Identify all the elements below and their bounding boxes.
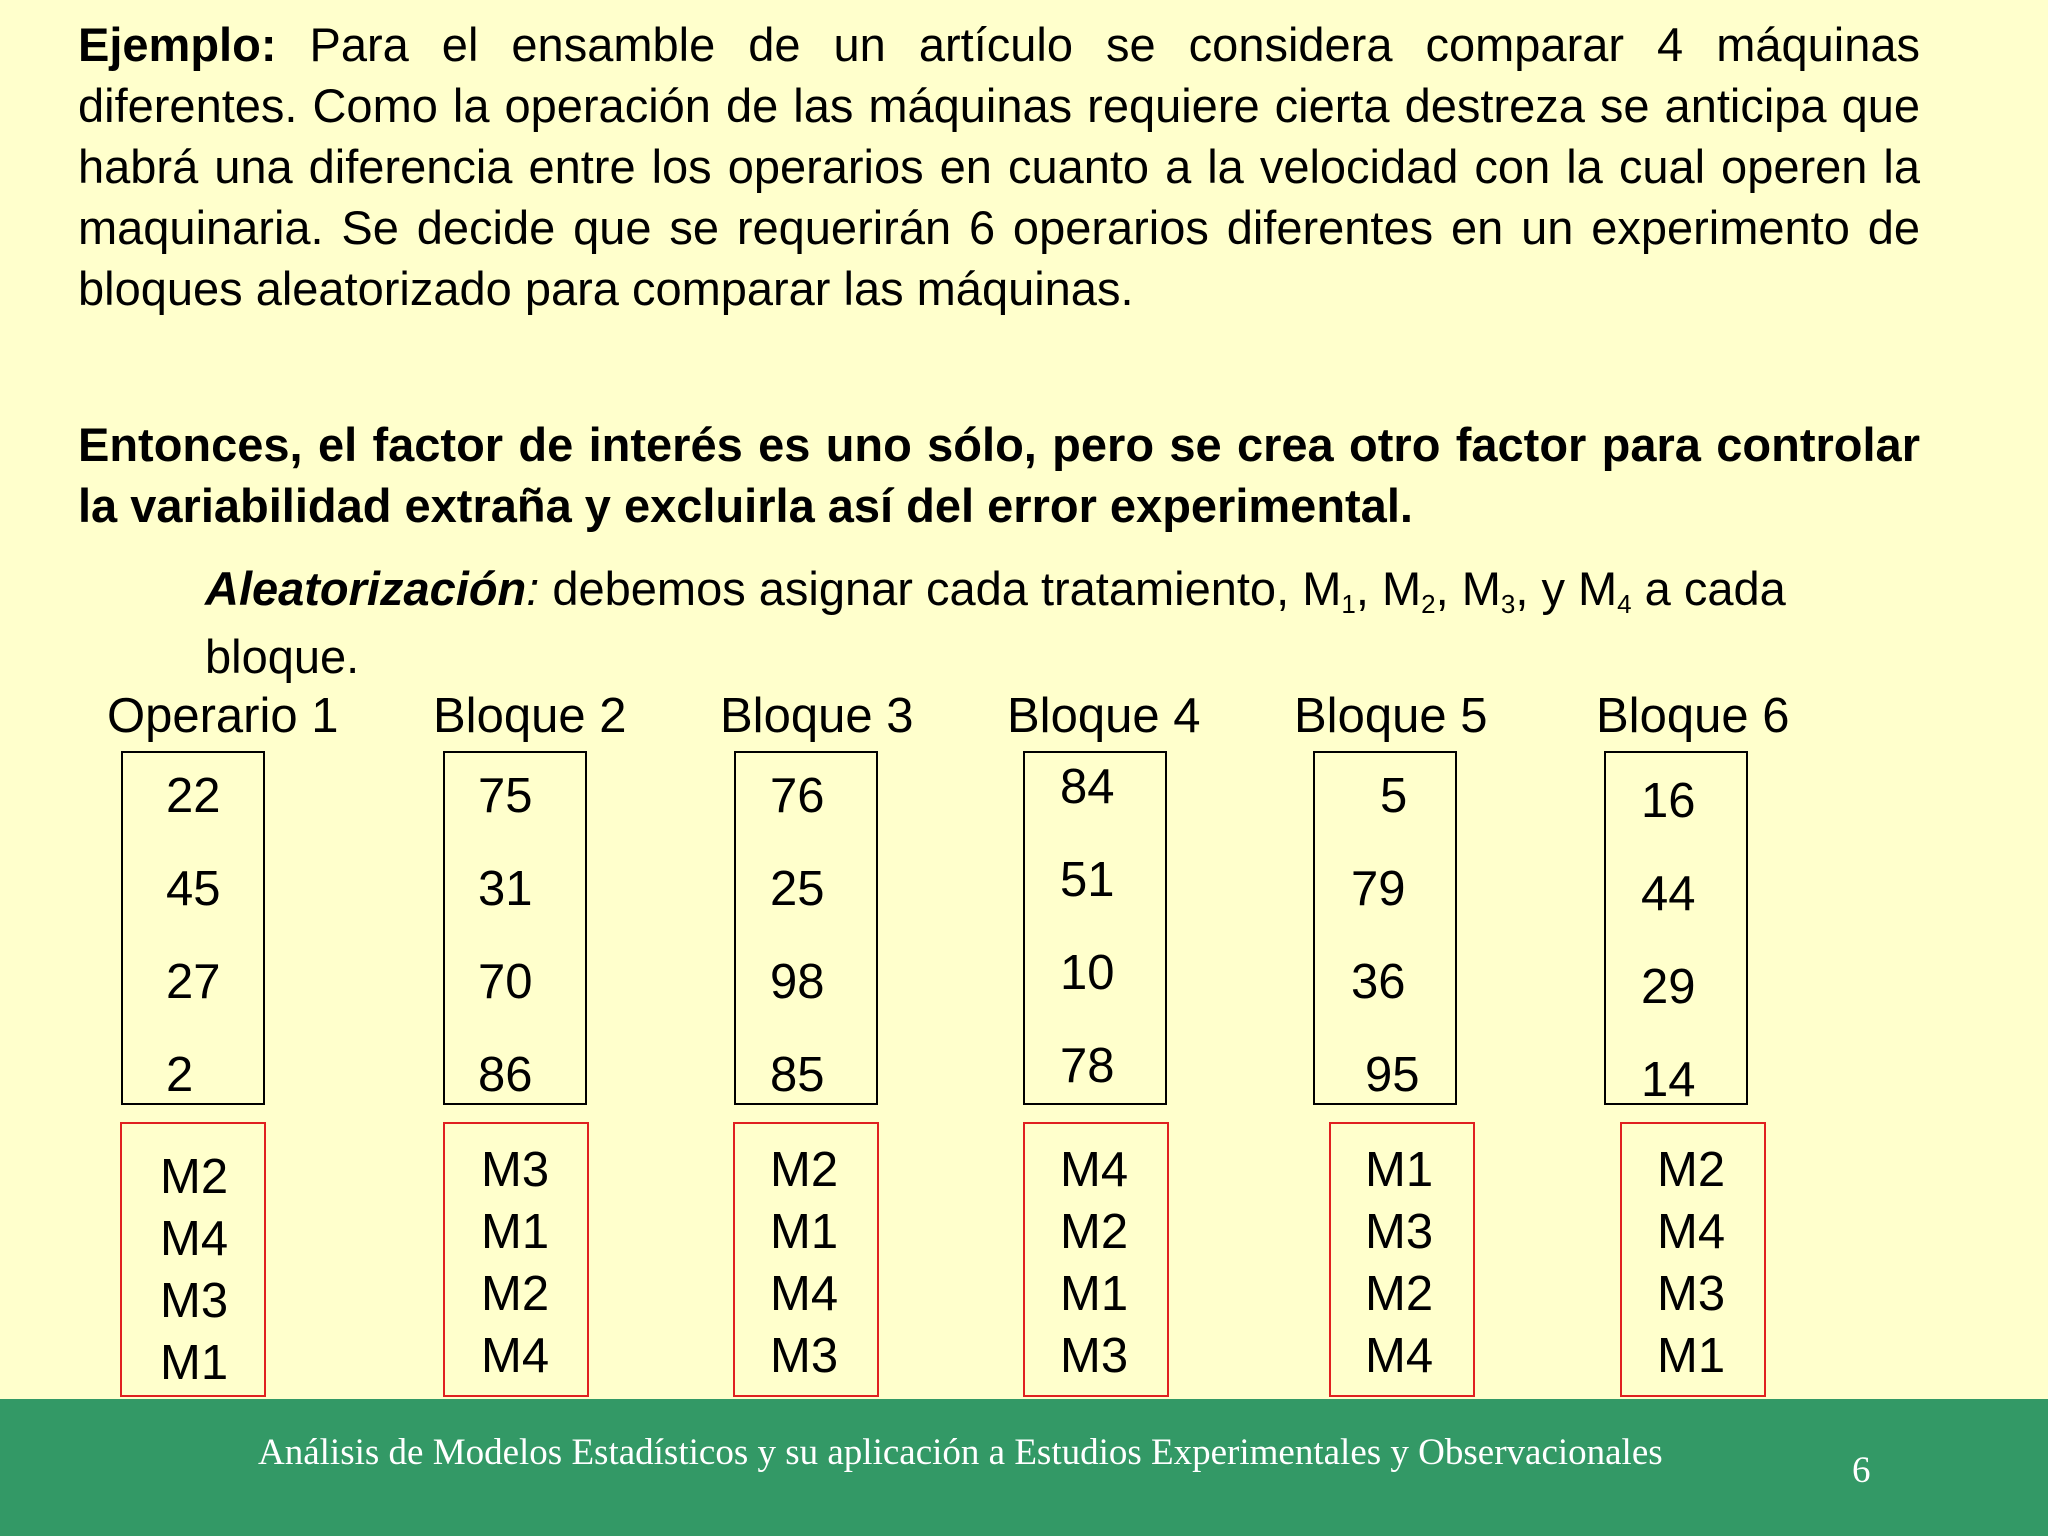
block-header: Bloque 3	[720, 689, 914, 743]
random-number: 25	[770, 862, 825, 916]
machine-label: M3	[1060, 1329, 1129, 1383]
machine-assignment-box	[1023, 1122, 1169, 1397]
randomization-text-end: a cada bloque.	[205, 562, 1786, 683]
machine-label: M1	[1060, 1267, 1129, 1321]
machine-label: M3	[1657, 1267, 1726, 1321]
treatment-m1-letter: M	[1302, 562, 1342, 615]
randomization-text: debemos asignar cada tratamiento,	[539, 562, 1303, 615]
random-number: 84	[1060, 760, 1115, 814]
block-header: Operario 1	[107, 689, 339, 743]
machine-label: M2	[770, 1143, 839, 1197]
machine-label: M1	[770, 1205, 839, 1259]
random-number-box	[121, 751, 265, 1105]
random-number: 31	[478, 862, 533, 916]
treatment-m4-sub: 4	[1617, 589, 1632, 619]
machine-label: M4	[481, 1329, 550, 1383]
machine-label: M2	[1060, 1205, 1129, 1259]
footer-bar	[0, 1399, 2048, 1536]
machine-label: M2	[160, 1150, 229, 1204]
random-number: 70	[478, 955, 533, 1009]
treatment-m2-letter: , M	[1355, 562, 1422, 615]
machine-label: M3	[160, 1274, 229, 1328]
random-number: 85	[770, 1048, 825, 1102]
machine-label: M4	[1060, 1143, 1129, 1197]
random-number-box	[1313, 751, 1457, 1105]
treatment-m1-sub: 1	[1341, 589, 1356, 619]
random-number: 95	[1365, 1048, 1420, 1102]
machine-label: M4	[1657, 1205, 1726, 1259]
machine-label: M2	[1657, 1143, 1726, 1197]
treatment-m4-letter: , y M	[1515, 562, 1618, 615]
machine-assignment-box	[1620, 1122, 1766, 1397]
machine-label: M1	[481, 1205, 550, 1259]
machine-label: M1	[1657, 1329, 1726, 1383]
treatment-m3-sub: 3	[1500, 589, 1516, 619]
machine-assignment-box	[733, 1122, 879, 1397]
random-number-box	[1604, 751, 1748, 1105]
random-number: 45	[166, 862, 221, 916]
intro-label: Ejemplo:	[78, 18, 277, 71]
machine-label: M4	[160, 1212, 229, 1266]
random-number: 10	[1060, 946, 1115, 1000]
random-number: 51	[1060, 853, 1115, 907]
block-header: Bloque 2	[433, 689, 627, 743]
block-header: Bloque 5	[1294, 689, 1488, 743]
randomization-label: Aleatorización	[205, 562, 527, 615]
machine-assignment-box	[443, 1122, 589, 1397]
page-number: 6	[1852, 1450, 1871, 1491]
random-number-box	[734, 751, 878, 1105]
intro-paragraph	[78, 14, 1920, 319]
random-number: 78	[1060, 1039, 1115, 1093]
block-header: Bloque 6	[1596, 689, 1790, 743]
machine-label: M3	[1365, 1205, 1434, 1259]
machine-label: M3	[770, 1329, 839, 1383]
random-number: 75	[478, 769, 533, 823]
machine-label: M2	[1365, 1267, 1434, 1321]
random-number: 27	[166, 955, 221, 1009]
treatment-m3-letter: , M	[1435, 562, 1501, 615]
randomization-paragraph	[205, 555, 1905, 691]
machine-assignment-box	[120, 1122, 266, 1397]
machine-label: M1	[1365, 1143, 1434, 1197]
machine-label: M4	[1365, 1329, 1434, 1383]
random-number: 29	[1641, 960, 1696, 1014]
random-number-box	[443, 751, 587, 1105]
machine-label: M2	[481, 1267, 550, 1321]
random-number: 14	[1641, 1053, 1696, 1107]
random-number: 86	[478, 1048, 533, 1102]
random-number: 5	[1380, 769, 1408, 823]
machine-label: M3	[481, 1143, 550, 1197]
random-number: 98	[770, 955, 825, 1009]
random-number: 2	[166, 1048, 194, 1102]
emphasis-paragraph: Entonces, el factor de interés es uno sólo, pero se crea otro factor para controlar la variabilidad extraña y excluirla así del error experimental.	[78, 418, 1920, 532]
random-number: 44	[1641, 867, 1696, 921]
random-number: 79	[1351, 862, 1406, 916]
random-number: 16	[1641, 774, 1696, 828]
treatment-m2-sub: 2	[1421, 589, 1436, 619]
random-number-box	[1023, 751, 1167, 1105]
machine-label: M4	[770, 1267, 839, 1321]
block-header: Bloque 4	[1007, 689, 1201, 743]
random-number: 76	[770, 769, 825, 823]
machine-label: M1	[160, 1336, 229, 1390]
intro-text: Para el ensamble de un artículo se considera comparar 4 máquinas diferentes. Como la operación de las máquinas requiere cierta destreza se anticipa que habrá una diferencia entre los operarios en cuanto a la velocidad con la cual operen la maquinaria. Se decide que se requerirán 6 operarios diferentes en un experimento de bloques aleatorizado para comparar las máquinas.	[78, 18, 1920, 315]
footer-title: Análisis de Modelos Estadísticos y su aplicación a Estudios Experimentales y Observacionales	[258, 1432, 1663, 1473]
random-number: 22	[166, 769, 221, 823]
randomization-colon: :	[526, 562, 540, 615]
machine-assignment-box	[1329, 1122, 1475, 1397]
random-number: 36	[1351, 955, 1406, 1009]
